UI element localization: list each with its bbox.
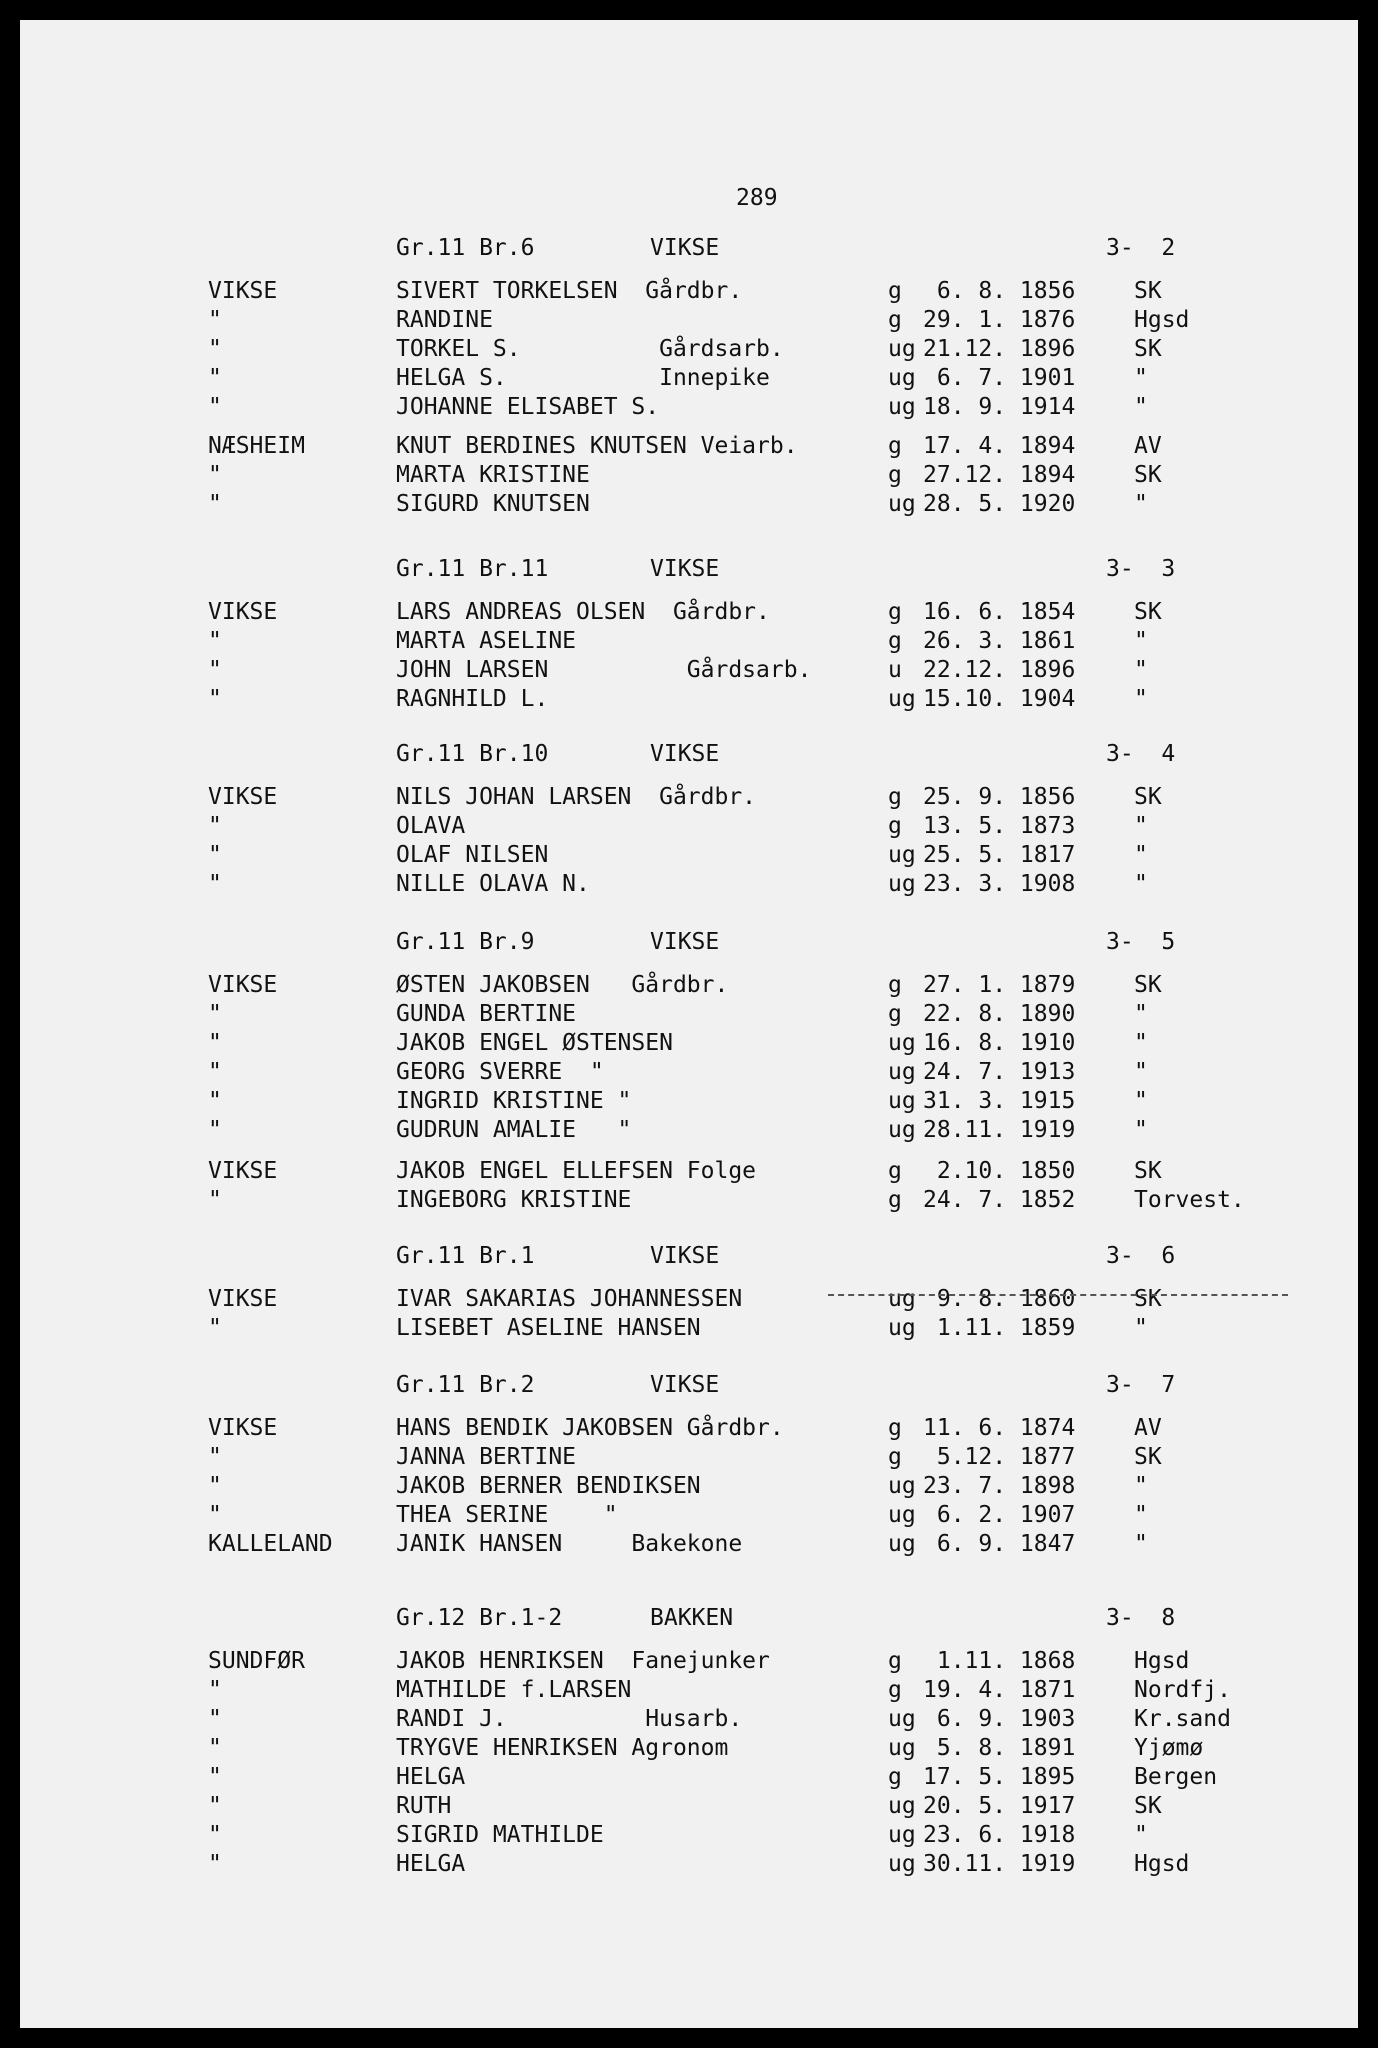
- record-place: ": [208, 1735, 222, 1761]
- record-date: 5. 8. 1891: [923, 1735, 1076, 1761]
- record-birthplace: Yjømø: [1134, 1735, 1204, 1761]
- record-place: ": [208, 1851, 222, 1877]
- record-name: NILS JOHAN LARSEN Gårdbr.: [396, 784, 757, 810]
- record-birthplace: ": [1134, 1315, 1148, 1341]
- record-date: 28.11. 1919: [923, 1117, 1076, 1143]
- record-row: [20, 1792, 1358, 1821]
- record-ms: ug: [888, 1059, 916, 1085]
- record-name: ØSTEN JAKOBSEN Gårdbr.: [396, 972, 729, 998]
- record-date: 6. 2. 1907: [923, 1502, 1076, 1528]
- record-place: ": [208, 1444, 222, 1470]
- record-place: ": [208, 1187, 222, 1213]
- record-row: [20, 870, 1358, 899]
- record-birthplace: SK: [1134, 972, 1162, 998]
- header-place: VIKSE: [650, 1372, 720, 1398]
- record-birthplace: ": [1134, 813, 1148, 839]
- record-ms: ug: [888, 1286, 916, 1312]
- record-birthplace: ": [1134, 1059, 1148, 1085]
- record-place: ": [208, 491, 222, 517]
- record-name: JAKOB BERNER BENDIKSEN: [396, 1473, 701, 1499]
- record-row: [20, 393, 1358, 422]
- section-header: [20, 234, 1358, 263]
- record-date: 17. 4. 1894: [923, 433, 1076, 459]
- document-page: [20, 20, 1358, 2028]
- record-birthplace: SK: [1134, 462, 1162, 488]
- record-place: ": [208, 686, 222, 712]
- record-place: ": [208, 1764, 222, 1790]
- record-birthplace: Hgsd: [1134, 1851, 1190, 1877]
- record-name: TRYGVE HENRIKSEN Agronom: [396, 1735, 729, 1761]
- record-date: 19. 4. 1871: [923, 1677, 1076, 1703]
- record-ms: ug: [888, 1502, 916, 1528]
- record-date: 16. 8. 1910: [923, 1030, 1076, 1056]
- record-name: INGEBORG KRISTINE: [396, 1187, 632, 1213]
- record-place: VIKSE: [208, 1286, 278, 1312]
- record-birthplace: ": [1134, 842, 1148, 868]
- record-row: [20, 461, 1358, 490]
- record-ms: ug: [888, 491, 916, 517]
- record-date: 6. 9. 1903: [923, 1706, 1076, 1732]
- record-date: 1.11. 1868: [923, 1648, 1076, 1674]
- record-date: 6. 8. 1856: [923, 278, 1076, 304]
- record-ms: ug: [888, 1030, 916, 1056]
- record-place: ": [208, 1315, 222, 1341]
- record-row: [20, 1705, 1358, 1734]
- record-name: OLAF NILSEN: [396, 842, 549, 868]
- record-place: ": [208, 1088, 222, 1114]
- section-header: [20, 1242, 1358, 1271]
- record-name: HANS BENDIK JAKOBSEN Gårdbr.: [396, 1415, 784, 1441]
- record-place: ": [208, 1502, 222, 1528]
- record-row: [20, 335, 1358, 364]
- record-place: KALLELAND: [208, 1531, 333, 1557]
- record-place: ": [208, 1473, 222, 1499]
- header-code: 3- 5: [1106, 929, 1176, 955]
- record-birthplace: ": [1134, 657, 1148, 683]
- record-ms: ug: [888, 686, 916, 712]
- record-row: [20, 1186, 1358, 1215]
- record-name: KNUT BERDINES KNUTSEN Veiarb.: [396, 433, 798, 459]
- record-place: VIKSE: [208, 1415, 278, 1441]
- record-ms: g: [888, 1415, 902, 1441]
- record-date: 2.10. 1850: [923, 1158, 1076, 1184]
- section-header: [20, 1604, 1358, 1633]
- record-date: 22. 8. 1890: [923, 1001, 1076, 1027]
- record-place: ": [208, 1030, 222, 1056]
- record-row: [20, 1000, 1358, 1029]
- record-row: [20, 306, 1358, 335]
- record-ms: g: [888, 784, 902, 810]
- record-row: [20, 685, 1358, 714]
- record-date: 26. 3. 1861: [923, 628, 1076, 654]
- record-place: ": [208, 657, 222, 683]
- record-birthplace: ": [1134, 1030, 1148, 1056]
- record-ms: ug: [888, 1851, 916, 1877]
- record-ms: g: [888, 462, 902, 488]
- record-ms: g: [888, 278, 902, 304]
- record-date: 27. 1. 1879: [923, 972, 1076, 998]
- record-ms: ug: [888, 1531, 916, 1557]
- record-row: [20, 1029, 1358, 1058]
- record-row: [20, 1821, 1358, 1850]
- record-name: INGRID KRISTINE ": [396, 1088, 632, 1114]
- record-place: VIKSE: [208, 1158, 278, 1184]
- record-birthplace: SK: [1134, 278, 1162, 304]
- record-row: [20, 1472, 1358, 1501]
- record-date: 21.12. 1896: [923, 336, 1076, 362]
- record-place: ": [208, 1793, 222, 1819]
- header-label: Gr.11 Br.11: [396, 556, 549, 582]
- record-birthplace: SK: [1134, 336, 1162, 362]
- record-birthplace: Kr.sand: [1134, 1706, 1231, 1732]
- record-birthplace: Nordfj.: [1134, 1677, 1231, 1703]
- record-place: ": [208, 307, 222, 333]
- record-date: 13. 5. 1873: [923, 813, 1076, 839]
- record-name: HELGA S. Innepike: [396, 365, 770, 391]
- record-place: ": [208, 628, 222, 654]
- record-date: 30.11. 1919: [923, 1851, 1076, 1877]
- section-header: [20, 740, 1358, 769]
- record-name: JOHANNE ELISABET S.: [396, 394, 660, 420]
- record-place: ": [208, 1677, 222, 1703]
- record-date: 9. 8. 1860: [923, 1286, 1076, 1312]
- record-row: [20, 1501, 1358, 1530]
- record-birthplace: SK: [1134, 599, 1162, 625]
- record-date: 31. 3. 1915: [923, 1088, 1076, 1114]
- record-place: VIKSE: [208, 278, 278, 304]
- header-label: Gr.11 Br.9: [396, 929, 535, 955]
- record-date: 29. 1. 1876: [923, 307, 1076, 333]
- record-place: SUNDFØR: [208, 1648, 305, 1674]
- header-code: 3- 7: [1106, 1372, 1176, 1398]
- record-date: 25. 5. 1817: [923, 842, 1076, 868]
- record-ms: g: [888, 307, 902, 333]
- record-place: ": [208, 1822, 222, 1848]
- record-birthplace: ": [1134, 365, 1148, 391]
- record-name: JAKOB ENGEL ØSTENSEN: [396, 1030, 673, 1056]
- record-ms: g: [888, 1764, 902, 1790]
- record-birthplace: ": [1134, 1531, 1148, 1557]
- record-name: SIVERT TORKELSEN Gårdbr.: [396, 278, 743, 304]
- record-row: [20, 490, 1358, 519]
- record-name: RANDI J. Husarb.: [396, 1706, 743, 1732]
- header-place: VIKSE: [650, 929, 720, 955]
- record-row: [20, 432, 1358, 461]
- header-place: VIKSE: [650, 1243, 720, 1269]
- header-place: BAKKEN: [650, 1605, 734, 1631]
- record-name: THEA SERINE ": [396, 1502, 618, 1528]
- record-name: GEORG SVERRE ": [396, 1059, 604, 1085]
- record-name: JANNA BERTINE: [396, 1444, 577, 1470]
- record-name: HELGA: [396, 1764, 466, 1790]
- record-date: 15.10. 1904: [923, 686, 1076, 712]
- record-place: ": [208, 813, 222, 839]
- record-birthplace: ": [1134, 1473, 1148, 1499]
- record-name: SIGURD KNUTSEN: [396, 491, 590, 517]
- record-name: SIGRID MATHILDE: [396, 1822, 604, 1848]
- record-ms: g: [888, 1677, 902, 1703]
- record-date: 27.12. 1894: [923, 462, 1076, 488]
- record-birthplace: AV: [1134, 433, 1162, 459]
- header-label: Gr.11 Br.2: [396, 1372, 535, 1398]
- record-date: 25. 9. 1856: [923, 784, 1076, 810]
- record-row: [20, 1443, 1358, 1472]
- record-place: NÆSHEIM: [208, 433, 305, 459]
- header-place: VIKSE: [650, 556, 720, 582]
- record-place: VIKSE: [208, 599, 278, 625]
- record-birthplace: ": [1134, 871, 1148, 897]
- record-place: ": [208, 1706, 222, 1732]
- record-birthplace: ": [1134, 1822, 1148, 1848]
- dashed-line: [828, 1294, 1288, 1296]
- record-date: 11. 6. 1874: [923, 1415, 1076, 1441]
- record-name: IVAR SAKARIAS JOHANNESSEN: [396, 1286, 743, 1312]
- record-row: [20, 1414, 1358, 1443]
- record-birthplace: ": [1134, 628, 1148, 654]
- record-place: ": [208, 1059, 222, 1085]
- record-row: [20, 1314, 1358, 1343]
- record-name: RANDINE: [396, 307, 493, 333]
- record-birthplace: ": [1134, 394, 1148, 420]
- record-row: [20, 1850, 1358, 1879]
- record-date: 23. 6. 1918: [923, 1822, 1076, 1848]
- record-row: [20, 598, 1358, 627]
- header-label: Gr.12 Br.1-2: [396, 1605, 563, 1631]
- record-row: [20, 1087, 1358, 1116]
- header-label: Gr.11 Br.10: [396, 741, 549, 767]
- record-birthplace: ": [1134, 1117, 1148, 1143]
- record-row: [20, 627, 1358, 656]
- record-place: VIKSE: [208, 784, 278, 810]
- record-ms: ug: [888, 1735, 916, 1761]
- record-place: ": [208, 336, 222, 362]
- record-date: 6. 7. 1901: [923, 365, 1076, 391]
- record-ms: g: [888, 1158, 902, 1184]
- record-ms: ug: [888, 1088, 916, 1114]
- record-date: 22.12. 1896: [923, 657, 1076, 683]
- record-name: JANIK HANSEN Bakekone: [396, 1531, 743, 1557]
- record-ms: ug: [888, 336, 916, 362]
- record-ms: ug: [888, 842, 916, 868]
- record-birthplace: ": [1134, 1502, 1148, 1528]
- record-row: [20, 971, 1358, 1000]
- record-place: ": [208, 842, 222, 868]
- record-place: ": [208, 394, 222, 420]
- record-birthplace: ": [1134, 1001, 1148, 1027]
- record-date: 17. 5. 1895: [923, 1764, 1076, 1790]
- record-row: [20, 656, 1358, 685]
- record-row: [20, 1157, 1358, 1186]
- record-date: 20. 5. 1917: [923, 1793, 1076, 1819]
- record-ms: g: [888, 972, 902, 998]
- record-date: 18. 9. 1914: [923, 394, 1076, 420]
- record-ms: ug: [888, 1315, 916, 1341]
- record-row: [20, 1058, 1358, 1087]
- record-birthplace: SK: [1134, 1286, 1162, 1312]
- record-ms: g: [888, 813, 902, 839]
- record-place: ": [208, 871, 222, 897]
- header-label: Gr.11 Br.1: [396, 1243, 535, 1269]
- record-ms: u: [888, 657, 902, 683]
- record-place: ": [208, 1117, 222, 1143]
- record-name: RUTH: [396, 1793, 452, 1819]
- record-name: TORKEL S. Gårdsarb.: [396, 336, 784, 362]
- record-name: OLAVA: [396, 813, 466, 839]
- header-code: 3- 6: [1106, 1243, 1176, 1269]
- record-date: 24. 7. 1852: [923, 1187, 1076, 1213]
- record-date: 24. 7. 1913: [923, 1059, 1076, 1085]
- record-place: ": [208, 1001, 222, 1027]
- record-ms: ug: [888, 1706, 916, 1732]
- header-code: 3- 8: [1106, 1605, 1176, 1631]
- record-row: [20, 364, 1358, 393]
- record-row: [20, 841, 1358, 870]
- record-ms: g: [888, 1001, 902, 1027]
- record-birthplace: AV: [1134, 1415, 1162, 1441]
- record-birthplace: SK: [1134, 1793, 1162, 1819]
- record-name: JOHN LARSEN Gårdsarb.: [396, 657, 812, 683]
- record-place: VIKSE: [208, 972, 278, 998]
- record-place: ": [208, 462, 222, 488]
- record-birthplace: ": [1134, 491, 1148, 517]
- record-row: [20, 783, 1358, 812]
- record-ms: ug: [888, 365, 916, 391]
- record-name: MARTA KRISTINE: [396, 462, 590, 488]
- record-birthplace: Hgsd: [1134, 1648, 1190, 1674]
- header-code: 3- 3: [1106, 556, 1176, 582]
- record-ms: g: [888, 628, 902, 654]
- record-birthplace: Torvest.: [1134, 1187, 1245, 1213]
- record-name: LARS ANDREAS OLSEN Gårdbr.: [396, 599, 770, 625]
- page-number: 289: [736, 185, 778, 211]
- record-date: 28. 5. 1920: [923, 491, 1076, 517]
- record-name: MARTA ASELINE: [396, 628, 577, 654]
- record-ms: g: [888, 1444, 902, 1470]
- record-ms: g: [888, 433, 902, 459]
- record-date: 5.12. 1877: [923, 1444, 1076, 1470]
- record-name: RAGNHILD L.: [396, 686, 549, 712]
- header-code: 3- 4: [1106, 741, 1176, 767]
- record-ms: ug: [888, 1822, 916, 1848]
- record-ms: ug: [888, 394, 916, 420]
- record-ms: g: [888, 1648, 902, 1674]
- record-birthplace: SK: [1134, 784, 1162, 810]
- record-birthplace: ": [1134, 1088, 1148, 1114]
- header-label: Gr.11 Br.6: [396, 235, 535, 261]
- record-date: 16. 6. 1854: [923, 599, 1076, 625]
- record-date: 1.11. 1859: [923, 1315, 1076, 1341]
- record-ms: ug: [888, 1117, 916, 1143]
- record-name: JAKOB HENRIKSEN Fanejunker: [396, 1648, 770, 1674]
- record-row: [20, 277, 1358, 306]
- record-row: [20, 1734, 1358, 1763]
- record-birthplace: Bergen: [1134, 1764, 1218, 1790]
- record-place: ": [208, 365, 222, 391]
- record-birthplace: Hgsd: [1134, 307, 1190, 333]
- record-row: [20, 812, 1358, 841]
- record-birthplace: SK: [1134, 1158, 1162, 1184]
- record-row: [20, 1530, 1358, 1559]
- header-code: 3- 2: [1106, 235, 1176, 261]
- record-date: 23. 3. 1908: [923, 871, 1076, 897]
- section-header: [20, 555, 1358, 584]
- record-name: GUNDA BERTINE: [396, 1001, 577, 1027]
- section-header: [20, 1371, 1358, 1400]
- record-name: LISEBET ASELINE HANSEN: [396, 1315, 701, 1341]
- record-name: GUDRUN AMALIE ": [396, 1117, 632, 1143]
- header-place: VIKSE: [650, 235, 720, 261]
- record-row: [20, 1763, 1358, 1792]
- record-name: JAKOB ENGEL ELLEFSEN Folge: [396, 1158, 757, 1184]
- record-ms: g: [888, 599, 902, 625]
- record-date: 23. 7. 1898: [923, 1473, 1076, 1499]
- record-birthplace: ": [1134, 686, 1148, 712]
- record-row: [20, 1116, 1358, 1145]
- record-row: [20, 1676, 1358, 1705]
- record-row: [20, 1285, 1358, 1314]
- record-name: HELGA: [396, 1851, 466, 1877]
- header-place: VIKSE: [650, 741, 720, 767]
- record-name: MATHILDE f.LARSEN: [396, 1677, 632, 1703]
- record-ms: ug: [888, 1473, 916, 1499]
- record-date: 6. 9. 1847: [923, 1531, 1076, 1557]
- record-birthplace: SK: [1134, 1444, 1162, 1470]
- record-name: NILLE OLAVA N.: [396, 871, 590, 897]
- record-ms: g: [888, 1187, 902, 1213]
- record-row: [20, 1647, 1358, 1676]
- record-ms: ug: [888, 1793, 916, 1819]
- section-header: [20, 928, 1358, 957]
- record-ms: ug: [888, 871, 916, 897]
